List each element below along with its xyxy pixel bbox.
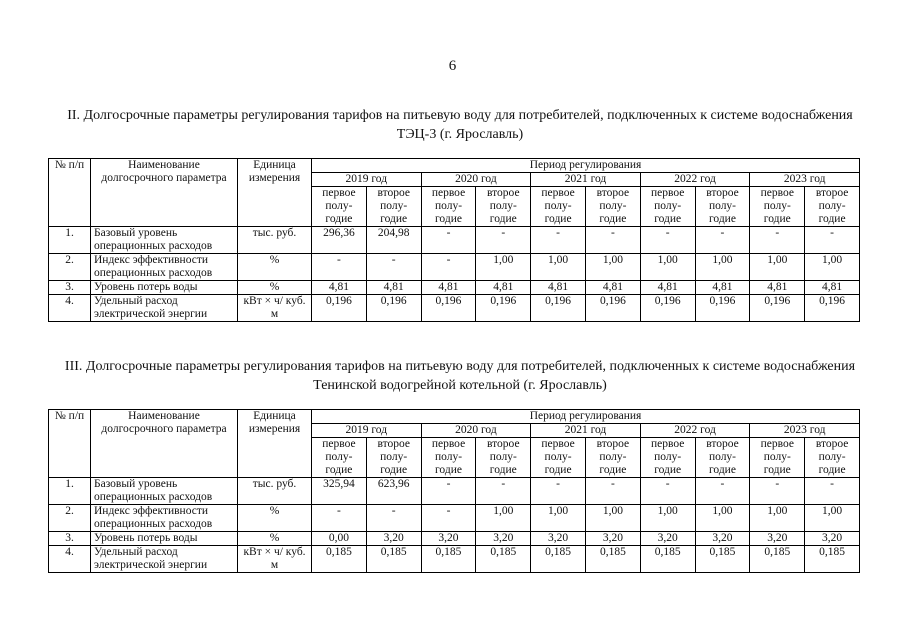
row-value: - [695,227,750,254]
row-name: Индекс эффективности операционных расходов [91,505,238,532]
row-value: 3,20 [476,532,531,546]
col-header-year: 2020 год [421,173,531,187]
row-value: 0,196 [640,295,695,322]
row-value: - [585,227,640,254]
row-unit: % [238,281,312,295]
row-value: 1,00 [640,505,695,532]
row-value: 0,185 [695,546,750,573]
col-header-half1: первое полу-годие [531,438,586,478]
col-header-half2: второе полу-годие [805,438,860,478]
col-header-unit: Единица измерения [238,159,312,227]
row-value: 4,81 [640,281,695,295]
row-unit: % [238,254,312,281]
row-name: Удельный расход электрической энергии [91,546,238,573]
row-value: 0,185 [805,546,860,573]
row-value: 3,20 [640,532,695,546]
col-header-half1: первое полу-годие [421,438,476,478]
row-value: 1,00 [805,254,860,281]
col-header-half1: первое полу-годие [640,438,695,478]
row-value: - [531,227,586,254]
row-value: - [421,478,476,505]
row-value: 0,185 [640,546,695,573]
row-value: - [421,227,476,254]
row-name: Уровень потерь воды [91,532,238,546]
row-value: - [366,254,421,281]
row-value: - [531,478,586,505]
row-value: - [476,227,531,254]
row-value: - [750,227,805,254]
col-header-name: Наименование долгосрочного параметра [91,410,238,478]
col-header-year: 2022 год [640,173,750,187]
row-unit: % [238,532,312,546]
section-title-3: III. Долгосрочные параметры регулирования тарифов на питьевую воду для потребителей, подключенных к системе водоснабжения Тенинской водогрейной котельной (г. Ярославль) [64,359,856,393]
col-header-year: 2019 год [312,424,422,438]
row-value: 0,196 [585,295,640,322]
section-title-2: II. Долгосрочные параметры регулирования тарифов на питьевую воду для потребителей, подключенных к системе водоснабжения ТЭЦ-3 (г. Ярославль) [67,108,853,142]
col-header-num: № п/п [49,159,91,227]
col-header-year: 2023 год [750,424,860,438]
row-value: 325,94 [312,478,367,505]
row-unit: тыс. руб. [238,227,312,254]
row-name: Удельный расход электрической энергии [91,295,238,322]
row-value: 0,196 [750,295,805,322]
row-value: 1,00 [476,254,531,281]
row-value: 3,20 [531,532,586,546]
row-value: 4,81 [805,281,860,295]
row-value: 3,20 [805,532,860,546]
row-value: 0,196 [531,295,586,322]
row-value: - [312,254,367,281]
row-value: 1,00 [750,254,805,281]
col-header-half2: второе полу-годие [695,438,750,478]
row-num: 4. [49,546,91,573]
row-name: Уровень потерь воды [91,281,238,295]
col-header-year: 2022 год [640,424,750,438]
row-value: 204,98 [366,227,421,254]
row-value: 4,81 [421,281,476,295]
row-value: 1,00 [695,254,750,281]
row-value: 1,00 [750,505,805,532]
row-num: 2. [49,505,91,532]
params-table-3 [48,409,860,573]
row-value: 4,81 [585,281,640,295]
row-value: 296,36 [312,227,367,254]
col-header-half2: второе полу-годие [695,187,750,227]
table-row [49,227,860,254]
row-value: 4,81 [366,281,421,295]
row-value: 1,00 [476,505,531,532]
table-row [49,478,860,505]
row-value: - [640,478,695,505]
col-header-half1: первое полу-годие [312,187,367,227]
row-unit: кВт × ч/ куб. м [238,295,312,322]
row-value: 3,20 [585,532,640,546]
col-header-half2: второе полу-годие [366,438,421,478]
table-row [49,254,860,281]
col-header-half2: второе полу-годие [366,187,421,227]
col-header-half1: первое полу-годие [640,187,695,227]
row-value: 0,185 [312,546,367,573]
col-header-year: 2021 год [531,173,641,187]
col-header-year: 2023 год [750,173,860,187]
row-value: 0,196 [421,295,476,322]
table-row [49,532,860,546]
row-value: 3,20 [750,532,805,546]
row-value: - [805,227,860,254]
col-header-name: Наименование долгосрочного параметра [91,159,238,227]
row-value: 4,81 [312,281,367,295]
row-value: 0,196 [476,295,531,322]
row-value: 1,00 [531,254,586,281]
col-header-half2: второе полу-годие [476,438,531,478]
col-header-half1: первое полу-годие [750,187,805,227]
row-value: - [421,505,476,532]
row-value: - [421,254,476,281]
row-value: 0,185 [366,546,421,573]
row-num: 3. [49,281,91,295]
row-value: 0,185 [421,546,476,573]
params-table-2 [48,158,860,322]
row-value: 4,81 [750,281,805,295]
col-header-unit: Единица измерения [238,410,312,478]
row-value: 1,00 [531,505,586,532]
row-value: 0,185 [531,546,586,573]
row-value: - [695,478,750,505]
col-header-half2: второе полу-годие [476,187,531,227]
row-value: 4,81 [531,281,586,295]
row-unit: % [238,505,312,532]
page-number: 6 [448,58,457,74]
row-value: 0,196 [805,295,860,322]
row-num: 4. [49,295,91,322]
row-value: 0,196 [695,295,750,322]
row-value: 0,196 [312,295,367,322]
row-value: - [366,505,421,532]
row-value: 1,00 [585,505,640,532]
row-value: 0,185 [750,546,805,573]
row-value: 0,196 [366,295,421,322]
row-unit: кВт × ч/ куб. м [238,546,312,573]
row-value: 3,20 [695,532,750,546]
table-row [49,281,860,295]
row-value: - [476,478,531,505]
row-value: 0,00 [312,532,367,546]
col-header-year: 2021 год [531,424,641,438]
table-row [49,546,860,573]
col-header-num: № п/п [49,410,91,478]
row-value: - [312,505,367,532]
col-header-year: 2020 год [421,424,531,438]
row-value: 1,00 [640,254,695,281]
row-value: 1,00 [805,505,860,532]
row-name: Индекс эффективности операционных расходов [91,254,238,281]
row-value: 4,81 [476,281,531,295]
header-row [49,410,860,424]
row-value: 1,00 [585,254,640,281]
row-num: 1. [49,227,91,254]
row-value: - [585,478,640,505]
col-header-period: Период регулирования [312,410,860,424]
row-value: 4,81 [695,281,750,295]
row-num: 2. [49,254,91,281]
row-value: 0,185 [585,546,640,573]
col-header-half2: второе полу-годие [805,187,860,227]
col-header-year: 2019 год [312,173,422,187]
row-value: 0,185 [476,546,531,573]
row-name: Базовый уровень операционных расходов [91,478,238,505]
col-header-half1: первое полу-годие [312,438,367,478]
header-row [49,159,860,173]
row-value: 3,20 [366,532,421,546]
row-value: - [750,478,805,505]
col-header-half1: первое полу-годие [421,187,476,227]
row-name: Базовый уровень операционных расходов [91,227,238,254]
col-header-period: Период регулирования [312,159,860,173]
row-value: 3,20 [421,532,476,546]
col-header-half2: второе полу-годие [585,187,640,227]
col-header-half1: первое полу-годие [531,187,586,227]
table-row [49,295,860,322]
col-header-half2: второе полу-годие [585,438,640,478]
row-value: - [640,227,695,254]
row-num: 1. [49,478,91,505]
table-row [49,505,860,532]
row-value: 623,96 [366,478,421,505]
row-num: 3. [49,532,91,546]
row-value: 1,00 [695,505,750,532]
row-unit: тыс. руб. [238,478,312,505]
col-header-half1: первое полу-годие [750,438,805,478]
row-value: - [805,478,860,505]
